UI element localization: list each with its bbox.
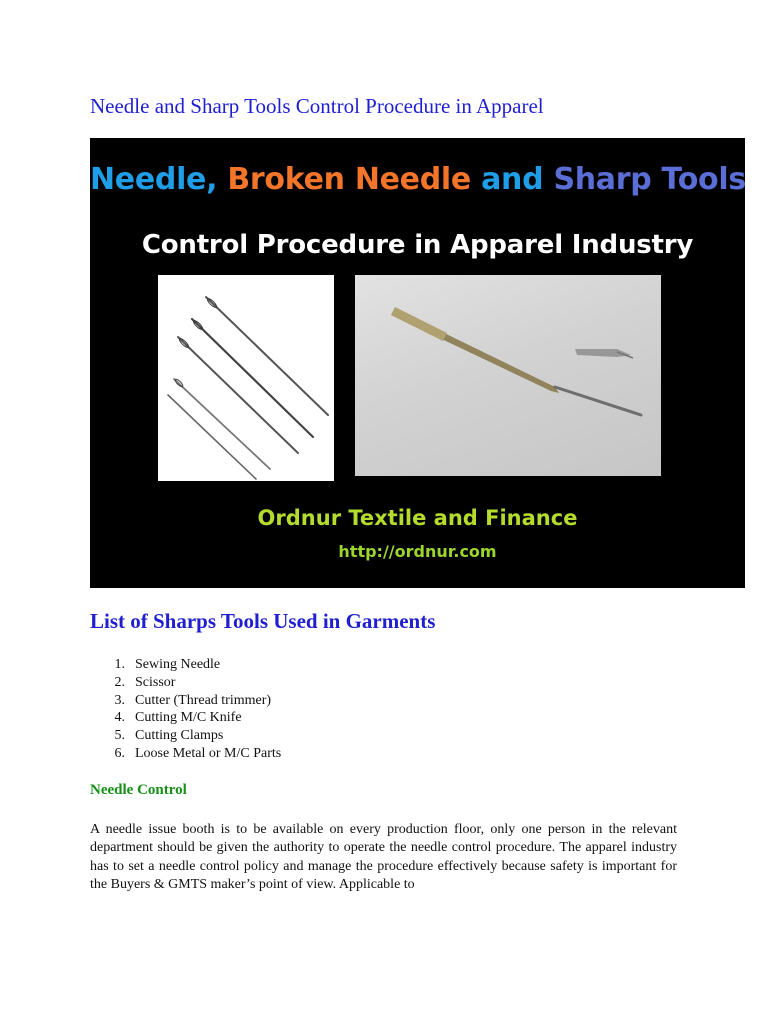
needle-control-heading: Needle Control xyxy=(90,782,187,798)
list-number: 1. xyxy=(114,657,125,672)
list-item xyxy=(90,656,281,674)
banner-headline-part: Sharp Tools xyxy=(553,162,746,197)
banner-url: http://ordnur.com xyxy=(338,542,497,561)
list-item-label: Cutting Clamps xyxy=(135,728,224,744)
list-item xyxy=(90,674,281,692)
banner-headline-part: Broken Needle xyxy=(227,162,471,197)
section-heading: List of Sharps Tools Used in Garments xyxy=(90,609,436,633)
list-number: 2. xyxy=(114,674,125,690)
banner-subheadline: Control Procedure in Apparel Industry xyxy=(141,230,694,260)
list-number: 3. xyxy=(114,692,125,708)
banner-brand: Ordnur Textile and Finance xyxy=(257,506,578,530)
list-item-label: Scissor xyxy=(135,674,176,690)
banner-image xyxy=(90,138,745,588)
list-item xyxy=(90,709,281,727)
needle-control-paragraph: A needle issue booth is to be available on every production floor, only one person in the relevant department should be given the authority to operate the needle control procedure. The apparel industry has to set a needle control policy and manage the procedure effectively because safety is important for the Buyers & GMTS maker’s point of view. Applicable to xyxy=(90,822,677,893)
list-item xyxy=(90,727,281,745)
banner-headline-part: Needle, xyxy=(90,162,218,197)
list-number: 5. xyxy=(114,728,125,744)
banner-headline xyxy=(90,162,745,197)
list-number: 4. xyxy=(114,710,125,726)
list-item xyxy=(90,692,281,710)
sharp-tools-list xyxy=(90,656,281,763)
list-item-label: Cutting M/C Knife xyxy=(135,710,242,726)
page-title: Needle and Sharp Tools Control Procedure in Apparel xyxy=(90,94,544,118)
list-item-label: Sewing Needle xyxy=(135,657,221,672)
list-item-label: Loose Metal or M/C Parts xyxy=(135,745,282,761)
banner-headline-part: and xyxy=(481,162,544,197)
list-number: 6. xyxy=(114,745,125,761)
list-item xyxy=(90,745,281,763)
broken-needle-photo xyxy=(355,275,661,476)
list-item-label: Cutter (Thread trimmer) xyxy=(135,692,272,708)
needles-photo xyxy=(158,275,334,481)
